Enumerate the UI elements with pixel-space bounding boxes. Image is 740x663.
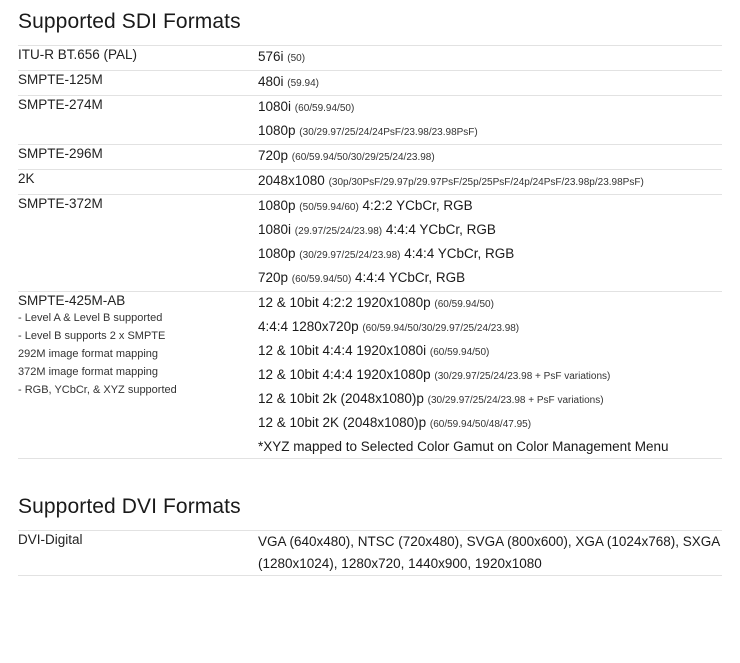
- page-title-dvi: Supported DVI Formats: [18, 495, 241, 518]
- value-suffix: 4:4:4 YCbCr, RGB: [382, 222, 496, 237]
- value-detail: (60/59.94/50/48/47.95): [429, 419, 532, 430]
- row-label-cell: [18, 170, 258, 195]
- row-sublabel: - Level B supports 2 x SMPTE: [18, 330, 166, 342]
- row-label: ITU-R BT.656 (PAL): [18, 47, 138, 62]
- page-title-sdi: Supported SDI Formats: [18, 10, 241, 33]
- row-sublabel: - RGB, YCbCr, & XYZ supported: [18, 384, 177, 396]
- table-row: [18, 292, 722, 459]
- value-main: 2048x1080: [258, 173, 329, 188]
- value-main: 720p: [258, 148, 292, 163]
- value-main: 12 & 10bit 2K (2048x1080)p: [258, 415, 430, 430]
- row-sublabel: 372M image format mapping: [18, 366, 159, 378]
- row-label: DVI-Digital: [18, 532, 83, 547]
- value-suffix: 4:4:4 YCbCr, RGB: [400, 246, 515, 261]
- table-row: [18, 46, 722, 71]
- value-detail: (30/29.97/25/24/24PsF/23.98/23.98PsF): [299, 127, 478, 138]
- table-row: [18, 96, 722, 145]
- row-label-cell: [18, 145, 258, 170]
- value-line: (1280x1024), 1280x720, 1440x900, 1920x1080: [258, 556, 542, 571]
- value-main: 1080i: [258, 99, 295, 114]
- table-row: [18, 71, 722, 96]
- value-line: [258, 316, 722, 340]
- value-main: 576i: [258, 49, 288, 64]
- table-row: [18, 145, 722, 170]
- section-spacer: [18, 459, 722, 485]
- row-value-cell: [258, 170, 722, 195]
- value-detail: (60/59.94/50): [291, 274, 352, 285]
- value-detail: (60/59.94/50): [434, 299, 494, 310]
- value-line: [258, 195, 722, 219]
- row-label: SMPTE-274M: [18, 97, 103, 112]
- value-main: 12 & 10bit 4:2:2 1920x1080p: [258, 295, 435, 310]
- value-line: [258, 46, 722, 70]
- value-note: *XYZ mapped to Selected Color Gamut on Color Management Menu: [258, 439, 669, 454]
- table-row: [18, 531, 722, 576]
- value-detail: (60/59.94/50): [294, 103, 355, 114]
- row-label-cell: [18, 46, 258, 71]
- dvi-format-table: [18, 531, 722, 576]
- row-value-cell: [258, 292, 722, 459]
- value-detail: (50/59.94/60): [299, 202, 359, 213]
- row-label: SMPTE-296M: [18, 146, 103, 161]
- row-sublabel: - Level A & Level B supported: [18, 312, 163, 324]
- value-main: 4:4:4 1280x720p: [258, 319, 363, 334]
- row-value-cell: [258, 195, 722, 292]
- value-line: [258, 243, 722, 267]
- value-detail: (50): [287, 53, 306, 64]
- row-sublabel: 292M image format mapping: [18, 348, 159, 360]
- row-value-cell: [258, 531, 722, 576]
- value-main: 12 & 10bit 2k (2048x1080)p: [258, 391, 428, 406]
- table-row: [18, 170, 722, 195]
- row-value-cell: [258, 145, 722, 170]
- value-line: [258, 71, 722, 95]
- value-detail: (59.94): [287, 78, 319, 89]
- row-label: 2K: [18, 171, 35, 186]
- row-label-cell: [18, 96, 258, 145]
- value-detail: (60/59.94/50/30/29.97/25/24/23.98): [362, 323, 520, 334]
- value-detail: (60/59.94/50): [429, 347, 490, 358]
- value-main: 1080p: [258, 198, 300, 213]
- value-line: [258, 292, 722, 316]
- value-line: [258, 170, 722, 194]
- value-detail: (30/29.97/25/24/23.98 + PsF variations): [427, 395, 604, 406]
- row-label: SMPTE-425M-AB: [18, 293, 126, 308]
- value-detail: (30/29.97/25/24/23.98 + PsF variations): [434, 371, 611, 382]
- value-line: [258, 388, 722, 412]
- value-main: 12 & 10bit 4:4:4 1920x1080i: [258, 343, 430, 358]
- value-main: 1080p: [258, 123, 300, 138]
- value-main: 1080p: [258, 246, 300, 261]
- row-label-cell: [18, 195, 258, 292]
- value-main: 480i: [258, 74, 288, 89]
- value-suffix: 4:2:2 YCbCr, RGB: [358, 198, 473, 213]
- value-detail: (30/29.97/25/24/23.98): [299, 250, 401, 261]
- value-detail: (60/59.94/50/30/29/25/24/23.98): [291, 152, 435, 163]
- value-main: 1080i: [258, 222, 295, 237]
- row-label-cell: [18, 531, 258, 576]
- value-line: VGA (640x480), NTSC (720x480), SVGA (800x600), XGA (1024x768), SXGA: [258, 534, 721, 549]
- value-line: [258, 412, 722, 436]
- value-line: [258, 340, 722, 364]
- row-label: SMPTE-372M: [18, 196, 103, 211]
- value-line: [258, 267, 722, 291]
- row-value-cell: [258, 46, 722, 71]
- value-line: [258, 219, 722, 243]
- sdi-format-table: [18, 46, 722, 459]
- table-row: [18, 195, 722, 292]
- value-line: [258, 120, 722, 144]
- value-line: [258, 364, 722, 388]
- value-detail: (29.97/25/24/23.98): [294, 226, 383, 237]
- value-suffix: 4:4:4 YCbCr, RGB: [351, 270, 466, 285]
- value-detail: (30p/30PsF/29.97p/29.97PsF/25p/25PsF/24p/24PsF/23.98p/23.98PsF): [328, 177, 644, 188]
- row-label-cell: [18, 292, 258, 459]
- row-value-cell: [258, 71, 722, 96]
- row-label-cell: [18, 71, 258, 96]
- row-label: SMPTE-125M: [18, 72, 103, 87]
- value-line: [258, 145, 722, 169]
- value-line: [258, 96, 722, 120]
- value-main: 12 & 10bit 4:4:4 1920x1080p: [258, 367, 435, 382]
- value-main: 720p: [258, 270, 292, 285]
- row-value-cell: [258, 96, 722, 145]
